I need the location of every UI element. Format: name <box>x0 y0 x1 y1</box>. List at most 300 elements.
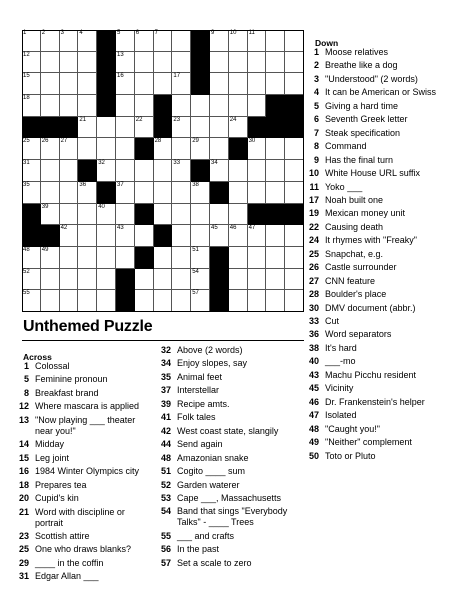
grid-cell[interactable] <box>154 204 173 226</box>
title-divider <box>22 340 304 341</box>
clue-text: Prepares tea <box>35 479 87 490</box>
clue-number: 39 <box>160 398 171 409</box>
clue-text: Command <box>325 141 367 152</box>
grid-cell[interactable] <box>266 73 285 95</box>
clue-text: portrait <box>35 517 64 528</box>
clue-text: White House URL suffix <box>325 168 421 179</box>
grid-cell[interactable] <box>60 30 79 52</box>
clue-number: 8 <box>313 141 319 152</box>
grid-cell[interactable] <box>78 247 97 269</box>
clue-text: It can be American or Swiss <box>325 87 437 98</box>
grid-cell[interactable] <box>60 269 79 291</box>
grid-cell[interactable] <box>191 182 210 204</box>
grid-cell[interactable] <box>22 247 41 269</box>
grid-cell[interactable] <box>22 290 41 312</box>
black-square <box>116 269 135 291</box>
grid-cell[interactable] <box>97 290 116 312</box>
clue-number: 22 <box>308 221 319 232</box>
grid-cell[interactable] <box>22 182 41 204</box>
cell-number: 31 <box>23 160 30 167</box>
clue-number: 51 <box>160 466 171 477</box>
grid-cell[interactable] <box>97 204 116 226</box>
grid-cell[interactable] <box>172 247 191 269</box>
grid-cell[interactable] <box>154 269 173 291</box>
grid-cell[interactable] <box>154 138 173 160</box>
grid-cell[interactable] <box>172 182 191 204</box>
clue-text: Cut <box>325 316 340 326</box>
grid-cell[interactable] <box>78 290 97 312</box>
grid-cell[interactable] <box>41 182 60 204</box>
clue-number: 21 <box>18 506 29 517</box>
black-square <box>191 30 210 52</box>
clue-number: 34 <box>160 358 171 369</box>
grid-cell[interactable] <box>116 95 135 117</box>
grid-cell[interactable] <box>266 290 285 312</box>
clue-number: 17 <box>308 194 319 205</box>
grid-cell[interactable] <box>210 95 229 117</box>
clue-number: 33 <box>308 316 319 326</box>
clue-text: Enjoy slopes, say <box>177 358 248 369</box>
grid-cell[interactable] <box>229 73 248 95</box>
grid-cell[interactable] <box>22 52 41 74</box>
clue-number: 47 <box>308 410 319 421</box>
grid-cell[interactable] <box>41 204 60 226</box>
grid-cell[interactable] <box>172 52 191 74</box>
clue-number: 1 <box>23 361 29 371</box>
grid-cell[interactable] <box>97 117 116 139</box>
grid-cell[interactable] <box>229 160 248 182</box>
grid-cell[interactable] <box>172 160 191 182</box>
clue-text: Breathe like a dog <box>325 60 398 71</box>
grid-cell[interactable] <box>60 95 79 117</box>
grid-cell[interactable] <box>135 290 154 312</box>
clue-text: One who draws blanks? <box>35 544 132 555</box>
grid-cell[interactable] <box>22 160 41 182</box>
cell-number: 47 <box>248 225 256 232</box>
black-square <box>135 247 154 269</box>
grid-cell[interactable] <box>41 138 60 160</box>
clue-text: Vicinity <box>325 383 354 394</box>
cell-number: 38 <box>192 181 199 188</box>
grid-cell[interactable] <box>60 247 79 269</box>
grid-cell[interactable] <box>22 73 41 95</box>
clue-text: "Now playing ___ theater <box>35 414 136 425</box>
grid-cell[interactable] <box>154 290 173 312</box>
cell-number: 13 <box>117 51 124 58</box>
grid-cell[interactable] <box>191 247 210 269</box>
clue-text: Send again <box>177 439 223 450</box>
grid-cell[interactable] <box>135 73 154 95</box>
cell-number: 6 <box>135 30 140 36</box>
grid-cell[interactable] <box>191 117 210 139</box>
cell-number: 54 <box>192 268 199 275</box>
grid-cell[interactable] <box>60 52 79 74</box>
grid-cell[interactable] <box>266 269 285 291</box>
cell-number: 11 <box>248 30 255 36</box>
grid-cell[interactable] <box>60 225 79 247</box>
black-square <box>116 290 135 312</box>
clue-number: 12 <box>18 401 29 412</box>
grid-cell[interactable] <box>78 30 97 52</box>
clue-number: 10 <box>308 168 319 179</box>
grid-cell[interactable] <box>191 95 210 117</box>
grid-cell[interactable] <box>191 269 210 291</box>
grid-cell[interactable] <box>116 117 135 139</box>
clue-number: 13 <box>18 414 29 425</box>
grid-cell[interactable] <box>116 204 135 226</box>
grid-cell[interactable] <box>210 30 229 52</box>
cell-number: 35 <box>23 181 30 188</box>
grid-cell[interactable] <box>41 160 60 182</box>
grid-cell[interactable] <box>229 182 248 204</box>
clue-number: 8 <box>23 387 29 398</box>
grid-cell[interactable] <box>78 204 97 226</box>
clue-number: 30 <box>308 302 319 313</box>
black-square <box>210 182 229 204</box>
clue-text: Feminine pronoun <box>35 374 108 385</box>
grid-cell[interactable] <box>248 225 267 247</box>
black-square <box>154 95 173 117</box>
grid-cell[interactable] <box>60 73 79 95</box>
clue-text: Cape ___, Massachusetts <box>177 492 282 503</box>
grid-cell[interactable] <box>191 204 210 226</box>
grid-cell[interactable] <box>154 52 173 74</box>
grid-cell[interactable] <box>135 160 154 182</box>
grid-cell[interactable] <box>78 138 97 160</box>
black-square <box>78 160 97 182</box>
clue-number: 29 <box>18 557 29 568</box>
grid-cell[interactable] <box>41 95 60 117</box>
clue-number: 41 <box>160 412 171 423</box>
grid-cell[interactable] <box>135 95 154 117</box>
clue-text: Steak specification <box>325 127 401 138</box>
grid-cell[interactable] <box>285 182 304 204</box>
black-square <box>285 117 304 139</box>
cell-number: 52 <box>23 268 30 275</box>
clue-number: 14 <box>18 439 29 450</box>
clue-text: Snapchat, e.g. <box>325 248 384 259</box>
clue-text: Causing death <box>325 221 384 232</box>
grid-cell[interactable] <box>172 138 191 160</box>
grid-cell[interactable] <box>210 204 229 226</box>
grid-cell[interactable] <box>154 30 173 52</box>
cell-number: 7 <box>154 30 158 36</box>
black-square <box>41 225 60 247</box>
grid-cell[interactable] <box>285 247 304 269</box>
black-square <box>154 225 173 247</box>
grid-cell[interactable] <box>60 182 79 204</box>
grid-cell[interactable] <box>210 117 229 139</box>
grid-cell[interactable] <box>135 269 154 291</box>
cell-number: 48 <box>23 246 30 253</box>
clue-number: 45 <box>308 383 319 394</box>
grid-cell[interactable] <box>172 225 191 247</box>
black-square <box>210 269 229 291</box>
black-square <box>154 117 173 139</box>
clue-text: 1984 Winter Olympics city <box>35 466 140 477</box>
clue-number: 28 <box>308 289 319 300</box>
cell-number: 2 <box>41 30 46 36</box>
grid-cell[interactable] <box>22 30 41 52</box>
grid-cell[interactable] <box>229 30 248 52</box>
grid-cell[interactable] <box>191 225 210 247</box>
grid-cell[interactable] <box>135 52 154 74</box>
grid-cell[interactable] <box>285 225 304 247</box>
grid-cell[interactable] <box>97 225 116 247</box>
black-square <box>22 225 41 247</box>
clue-number: 16 <box>18 466 29 477</box>
grid-cell[interactable] <box>285 269 304 291</box>
clue-number: 15 <box>18 452 29 463</box>
grid-cell[interactable] <box>22 269 41 291</box>
grid-cell[interactable] <box>116 225 135 247</box>
grid-cell[interactable] <box>78 225 97 247</box>
cell-number: 55 <box>23 290 30 297</box>
grid-cell[interactable] <box>60 204 79 226</box>
clue-text: Word with discipline or <box>35 506 125 517</box>
clue-text: Scottish attire <box>35 530 90 541</box>
black-square <box>135 138 154 160</box>
grid-cell[interactable] <box>229 247 248 269</box>
clue-number: 35 <box>160 371 171 382</box>
cell-number: 33 <box>173 160 181 167</box>
grid-cell[interactable] <box>266 182 285 204</box>
grid-cell[interactable] <box>116 247 135 269</box>
black-square <box>97 73 116 95</box>
black-square <box>266 95 285 117</box>
grid-cell[interactable] <box>116 138 135 160</box>
grid-cell[interactable] <box>22 95 41 117</box>
grid-cell[interactable] <box>248 290 267 312</box>
grid-cell[interactable] <box>285 52 304 74</box>
grid-cell[interactable] <box>78 95 97 117</box>
grid-cell[interactable] <box>248 95 267 117</box>
clue-number: 25 <box>18 544 29 555</box>
grid-cell[interactable] <box>229 117 248 139</box>
grid-cell[interactable] <box>285 30 304 52</box>
cell-number: 1 <box>23 30 27 36</box>
grid-cell[interactable] <box>248 247 267 269</box>
clue-number: 37 <box>160 385 171 396</box>
clue-number: 31 <box>18 571 29 582</box>
grid-cell[interactable] <box>97 160 116 182</box>
grid-cell[interactable] <box>41 73 60 95</box>
clue-number: 55 <box>160 530 171 541</box>
clue-number: 46 <box>308 396 319 407</box>
grid-cell[interactable] <box>22 138 41 160</box>
grid-cell[interactable] <box>60 290 79 312</box>
clue-text: Animal feet <box>177 371 223 382</box>
black-square <box>191 73 210 95</box>
grid-cell[interactable] <box>210 225 229 247</box>
black-square <box>191 160 210 182</box>
grid-cell[interactable] <box>172 269 191 291</box>
clue-text: "Neither" complement <box>325 437 412 448</box>
clue-number: 49 <box>308 437 319 448</box>
black-square <box>97 30 116 52</box>
clue-number: 40 <box>308 356 319 367</box>
grid-cell[interactable] <box>285 138 304 160</box>
clue-text: Mexican money unit <box>325 208 406 219</box>
crossword-grid <box>22 30 304 312</box>
black-square <box>266 204 285 226</box>
grid-cell[interactable] <box>191 290 210 312</box>
clue-text: Edgar Allan ___ <box>35 571 99 582</box>
grid-cell[interactable] <box>191 138 210 160</box>
grid-cell[interactable] <box>172 117 191 139</box>
grid-cell[interactable] <box>229 95 248 117</box>
grid-cell[interactable] <box>210 160 229 182</box>
grid-cell[interactable] <box>266 225 285 247</box>
grid-cell[interactable] <box>41 269 60 291</box>
cell-number: 42 <box>60 225 68 232</box>
clue-text: ____ in the coffin <box>35 557 104 568</box>
clue-text: Band that sings "Everybody <box>177 506 288 517</box>
grid-cell[interactable] <box>172 95 191 117</box>
grid-cell[interactable] <box>266 30 285 52</box>
cell-number: 12 <box>23 51 30 58</box>
clue-number: 54 <box>160 506 171 517</box>
grid-cell[interactable] <box>41 52 60 74</box>
grid-cell[interactable] <box>41 290 60 312</box>
grid-cell[interactable] <box>229 52 248 74</box>
grid-cell[interactable] <box>135 117 154 139</box>
cell-number: 32 <box>98 160 105 167</box>
black-square <box>135 204 154 226</box>
black-square <box>285 95 304 117</box>
grid-cell[interactable] <box>248 269 267 291</box>
cell-number: 39 <box>41 203 49 210</box>
grid-cell[interactable] <box>116 30 135 52</box>
black-square <box>285 204 304 226</box>
clue-text: Amazonian snake <box>177 452 249 463</box>
clue-text: In the past <box>177 544 220 555</box>
cell-number: 37 <box>117 181 124 188</box>
clue-text: DMV document (abbr.) <box>325 302 416 313</box>
grid-cell[interactable] <box>172 73 191 95</box>
clue-number: 53 <box>160 492 171 503</box>
grid-cell[interactable] <box>266 247 285 269</box>
clue-text: near you!" <box>35 425 76 436</box>
cell-number: 4 <box>79 30 83 36</box>
grid-cell[interactable] <box>97 247 116 269</box>
grid-cell[interactable] <box>248 182 267 204</box>
grid-cell[interactable] <box>116 182 135 204</box>
clue-number: 1 <box>313 47 319 57</box>
grid-cell[interactable] <box>78 117 97 139</box>
grid-cell[interactable] <box>135 182 154 204</box>
grid-cell[interactable] <box>172 204 191 226</box>
grid-cell[interactable] <box>229 269 248 291</box>
grid-cell[interactable] <box>210 52 229 74</box>
grid-cell[interactable] <box>172 30 191 52</box>
clue-text: Where mascara is applied <box>35 401 140 412</box>
grid-cell[interactable] <box>135 30 154 52</box>
grid-cell[interactable] <box>266 138 285 160</box>
grid-cell[interactable] <box>248 52 267 74</box>
grid-cell[interactable] <box>135 225 154 247</box>
clue-text: "Caught you!" <box>325 423 380 434</box>
clue-text: Cogito ____ sum <box>177 466 246 477</box>
clue-number: 3 <box>313 73 319 84</box>
grid-cell[interactable] <box>60 160 79 182</box>
grid-cell[interactable] <box>248 160 267 182</box>
grid-cell[interactable] <box>248 73 267 95</box>
grid-cell[interactable] <box>172 290 191 312</box>
grid-cell[interactable] <box>229 204 248 226</box>
clue-number: 19 <box>308 208 319 219</box>
cell-number: 34 <box>211 160 218 167</box>
grid-cell[interactable] <box>229 225 248 247</box>
grid-cell[interactable] <box>97 269 116 291</box>
grid-cell[interactable] <box>78 52 97 74</box>
clue-number: 23 <box>18 530 29 541</box>
down-header: Down <box>315 38 339 48</box>
cell-number: 16 <box>117 73 124 80</box>
clue-number: 2 <box>313 60 319 71</box>
clue-number: 44 <box>160 439 171 450</box>
clue-number: 57 <box>160 557 171 568</box>
black-square <box>22 117 41 139</box>
black-square <box>41 117 60 139</box>
cell-number: 49 <box>41 246 49 253</box>
clue-text: Giving a hard time <box>325 100 399 111</box>
grid-cell[interactable] <box>248 138 267 160</box>
grid-cell[interactable] <box>285 290 304 312</box>
grid-cell[interactable] <box>285 160 304 182</box>
cell-number: 15 <box>23 73 30 80</box>
grid-cell[interactable] <box>154 182 173 204</box>
grid-cell[interactable] <box>154 247 173 269</box>
cell-number: 46 <box>229 225 237 232</box>
grid-cell[interactable] <box>210 138 229 160</box>
grid-cell[interactable] <box>116 160 135 182</box>
clue-text: Leg joint <box>35 452 70 463</box>
clue-text: Yoko ___ <box>325 181 363 192</box>
grid-cell[interactable] <box>248 30 267 52</box>
clue-text: CNN feature <box>325 275 376 286</box>
clue-text: ___-mo <box>325 356 356 367</box>
cell-number: 5 <box>117 30 121 36</box>
across-header: Across <box>23 352 52 362</box>
grid-cell[interactable] <box>266 160 285 182</box>
clue-number: 5 <box>23 374 29 385</box>
grid-cell[interactable] <box>154 160 173 182</box>
clue-number: 50 <box>308 450 319 461</box>
black-square <box>210 247 229 269</box>
cell-number: 25 <box>23 138 30 145</box>
cell-number: 10 <box>229 30 237 36</box>
grid-cell[interactable] <box>210 73 229 95</box>
clue-text: Seventh Greek letter <box>325 114 408 125</box>
cell-number: 43 <box>117 225 124 232</box>
grid-cell[interactable] <box>116 52 135 74</box>
cell-number: 3 <box>60 30 64 36</box>
clue-text: Colossal <box>35 361 70 371</box>
grid-cell[interactable] <box>41 247 60 269</box>
grid-cell[interactable] <box>154 73 173 95</box>
grid-cell[interactable] <box>266 52 285 74</box>
grid-cell[interactable] <box>97 138 116 160</box>
grid-cell[interactable] <box>78 73 97 95</box>
grid-cell[interactable] <box>285 73 304 95</box>
grid-cell[interactable] <box>229 290 248 312</box>
grid-cell[interactable] <box>78 269 97 291</box>
grid-cell[interactable] <box>60 138 79 160</box>
grid-cell[interactable] <box>116 73 135 95</box>
grid-cell[interactable] <box>78 182 97 204</box>
grid-cell[interactable] <box>41 30 60 52</box>
